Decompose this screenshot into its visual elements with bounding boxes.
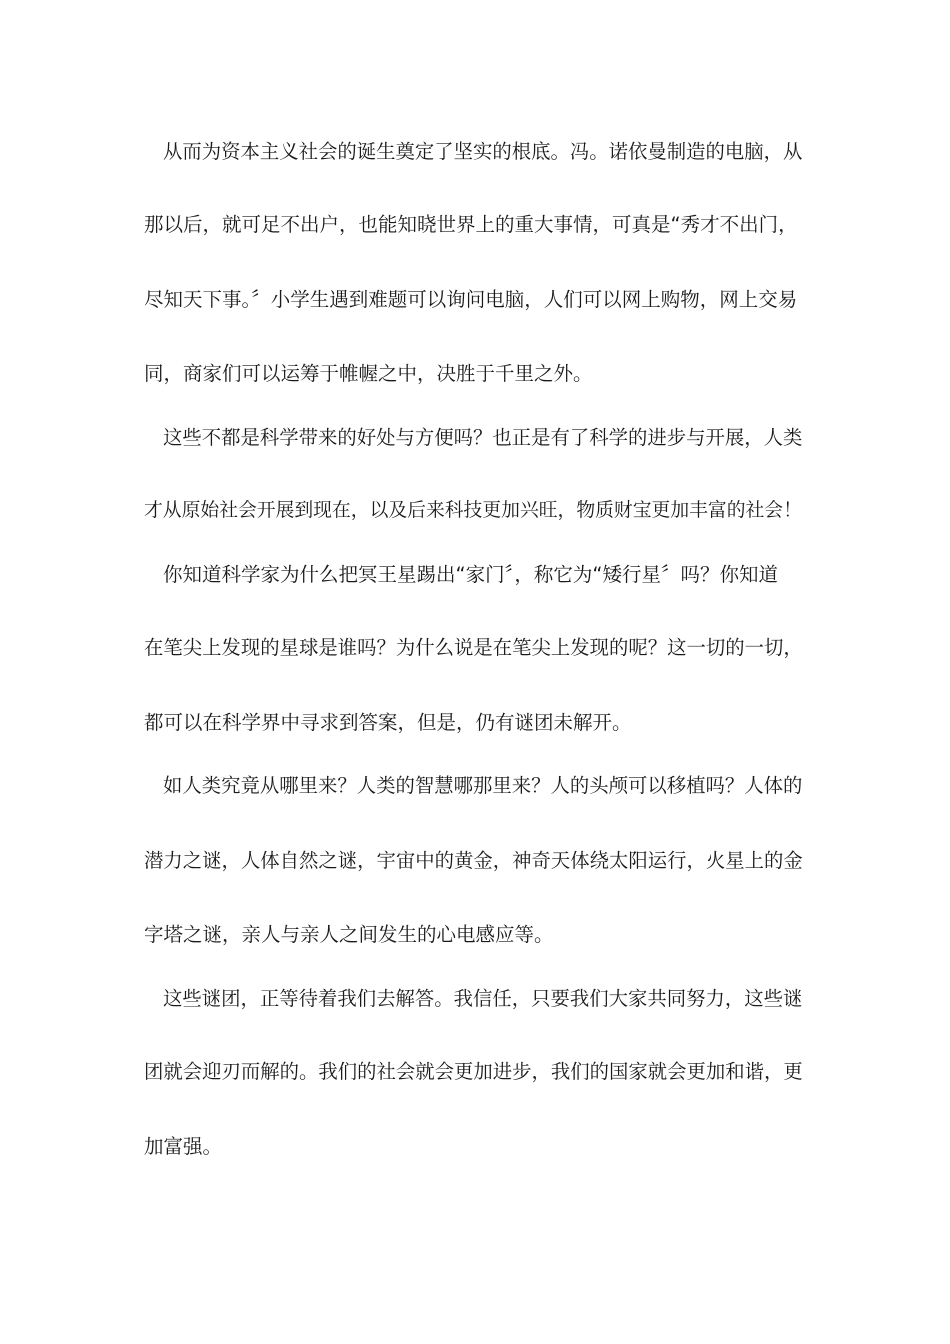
- paragraph-1-line-1: 从而为资本主义社会的诞生奠定了坚实的根底。冯。诺依曼制造的电脑，从: [163, 140, 803, 163]
- paragraph-1-line-4: 同，商家们可以运筹于帷幄之中，决胜于千里之外。: [144, 362, 593, 385]
- paragraph-3-line-3: 都可以在科学界中寻求到答案，但是，仍有谜团未解开。: [144, 711, 632, 734]
- paragraph-2-line-1: 这些不都是科学带来的好处与方便吗？也正是有了科学的进步与开展，人类: [163, 426, 803, 449]
- paragraph-4-line-2: 潜力之谜，人体自然之谜，宇宙中的黄金，神奇天体绕太阳运行，火星上的金: [144, 849, 803, 872]
- paragraph-4-line-1: 如人类究竟从哪里来？人类的智慧哪那里来？人的头颅可以移植吗？人体的: [163, 774, 803, 797]
- paragraph-1-line-2: 那以后，就可足不出户，也能知晓世界上的重大事情，可真是“秀才不出门，: [144, 213, 798, 236]
- paragraph-5-line-2: 团就会迎刃而解的。我们的社会就会更加进步，我们的国家就会更加和谐，更: [144, 1060, 803, 1083]
- paragraph-1-line-3: 尽知天下事。〞小学生遇到难题可以询问电脑，人们可以网上购物，网上交易: [144, 288, 798, 311]
- paragraph-3-line-2: 在笔尖上发现的星球是谁吗？为什么说是在笔尖上发现的呢？这一切的一切，: [144, 636, 803, 659]
- paragraph-2-line-2: 才从原始社会开展到现在，以及后来科技更加兴旺，物质财宝更加丰富的社会！: [144, 500, 802, 521]
- paragraph-5-line-3: 加富强。: [144, 1135, 223, 1158]
- paragraph-3-line-1: 你知道科学家为什么把冥王星踢出“家门〞，称它为“矮行星〞吗？你知道: [163, 563, 778, 586]
- paragraph-5-line-1: 这些谜团，正等待着我们去解答。我信任，只要我们大家共同努力，这些谜: [163, 987, 803, 1010]
- paragraph-4-line-3: 字塔之谜，亲人与亲人之间发生的心电感应等。: [144, 923, 554, 946]
